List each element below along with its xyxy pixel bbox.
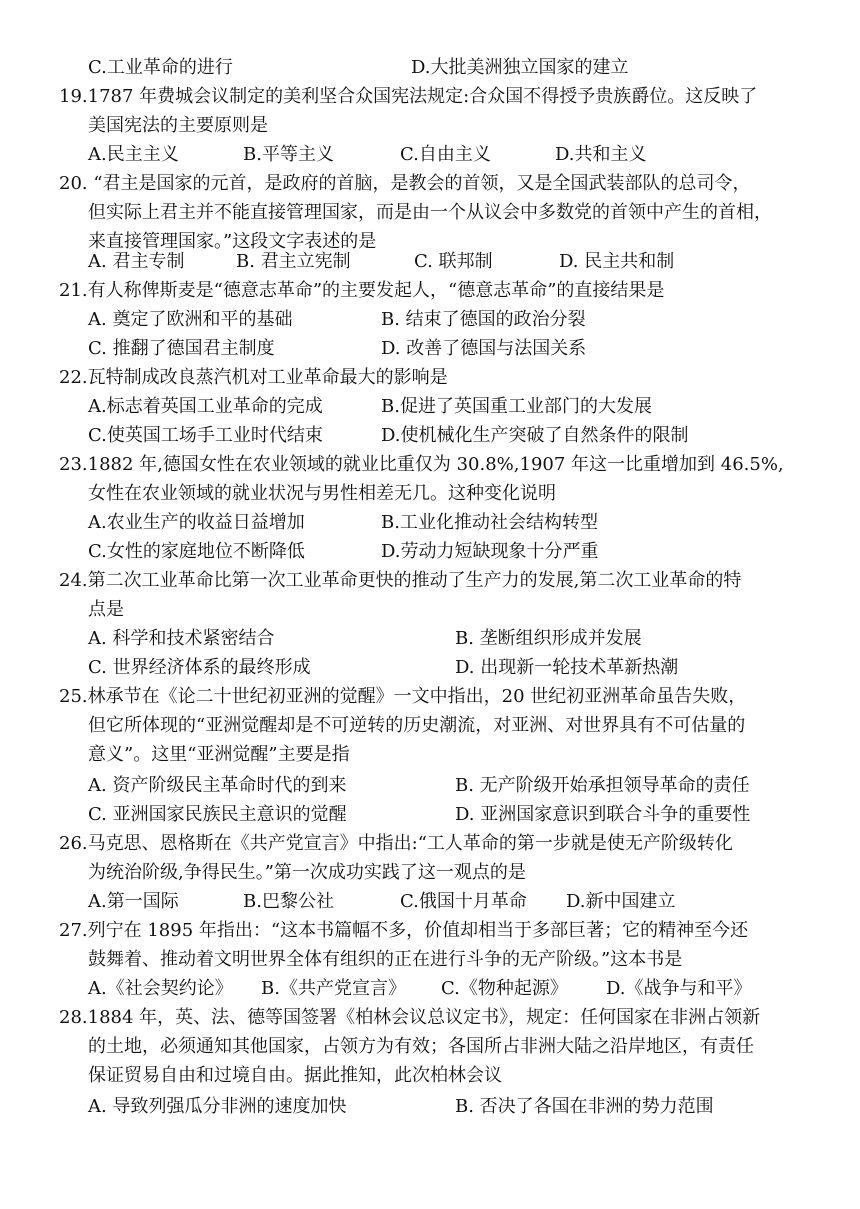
option-a[interactable]: A.第一国际 [88, 891, 179, 912]
option-c[interactable]: C.工业革命的进行 [88, 57, 233, 78]
option-c[interactable]: C. 推翻了德国君主制度 [88, 338, 275, 359]
question-stem: 25.林承节在《论二十世纪初亚洲的觉醒》一文中指出，20 世纪初亚洲革命虽告失败， [59, 686, 747, 707]
option-c[interactable]: C.俄国十月革命 [400, 891, 527, 912]
option-a[interactable]: A.农业生产的收益日益增加 [88, 512, 305, 533]
question-stem: 保证贸易自由和过境自由。据此推知，此次柏林会议 [88, 1065, 502, 1086]
question-stem: 女性在农业领域的就业状况与男性相差无几。这种变化说明 [88, 483, 556, 504]
question-stem: 20. “君主是国家的元首，是政府的首脑，是教会的首领，又是全国武装部队的总司令， [59, 173, 751, 194]
option-b[interactable]: B. 否决了各国在非洲的势力范围 [455, 1096, 714, 1117]
question-stem: 26.马克思、恩格斯在《共产党宣言》中指出:“工人革命的第一步就是使无产阶级转化 [59, 833, 733, 854]
option-b[interactable]: B. 垄断组织形成并发展 [455, 628, 642, 649]
option-c[interactable]: C. 亚洲国家民族民主意识的觉醒 [88, 804, 347, 825]
question-stem: 19.1787 年费城会议制定的美利坚合众国宪法规定:合众国不得授予贵族爵位。这反映了 [59, 86, 758, 107]
option-a[interactable]: A.民主主义 [88, 144, 179, 165]
question-stem: 来直接管理国家。”这段文字表述的是 [88, 231, 377, 252]
option-a[interactable]: A.标志着英国工业革命的完成 [88, 396, 323, 417]
option-d[interactable]: D.大批美洲独立国家的建立 [411, 57, 629, 78]
question-stem: 28.1884 年，英、法、德等国签署《柏林会议总议定书》，规定：任何国家在非洲占领新 [59, 1007, 761, 1028]
option-b[interactable]: B. 君主立宪制 [236, 251, 351, 272]
option-d[interactable]: D.共和主义 [555, 144, 647, 165]
option-a[interactable]: A. 科学和技术紧密结合 [88, 628, 275, 649]
option-d[interactable]: D. 出现新一轮技术革新热潮 [455, 657, 679, 678]
option-b[interactable]: B.促进了英国重工业部门的大发展 [381, 396, 652, 417]
question-stem: 为统治阶级,争得民生。”第一次成功实践了这一观点的是 [88, 862, 526, 883]
option-a[interactable]: A. 资产阶级民主革命时代的到来 [88, 775, 347, 796]
question-stem: 意义”。这里“亚洲觉醒”主要是指 [88, 744, 350, 765]
question-stem: 27.列宁在 1895 年指出：“这本书篇幅不多，价值却相当于多部巨著；它的精神至今还 [59, 920, 749, 941]
option-b[interactable]: B. 结束了德国的政治分裂 [381, 309, 586, 330]
option-a[interactable]: A. 导致列强瓜分非洲的速度加快 [88, 1096, 347, 1117]
question-stem: 21.有人称俾斯麦是“德意志革命”的主要发起人，“德意志革命”的直接结果是 [59, 280, 665, 301]
option-c[interactable]: C.女性的家庭地位不断降低 [88, 541, 305, 562]
question-stem: 23.1882 年,德国女性在农业领域的就业比重仅为 30.8%,1907 年这一比重增加到 46.5%, [59, 454, 784, 475]
question-stem: 24.第二次工业革命比第一次工业革命更快的推动了生产力的发展,第二次工业革命的特 [59, 570, 742, 591]
option-b[interactable]: B. 无产阶级开始承担领导革命的责任 [455, 775, 750, 796]
option-c[interactable]: C. 世界经济体系的最终形成 [88, 657, 311, 678]
question-stem: 22.瓦特制成改良蒸汽机对工业革命最大的影响是 [59, 367, 448, 388]
option-c[interactable]: C.使英国工场手工业时代结束 [88, 425, 323, 446]
option-a[interactable]: A. 君主专制 [88, 251, 185, 272]
option-d[interactable]: D. 亚洲国家意识到联合斗争的重要性 [455, 804, 751, 825]
question-stem: 的土地，必须通知其他国家，占领方为有效；各国所占非洲大陆之沿岸地区，有责任 [88, 1036, 754, 1057]
option-d[interactable]: D. 改善了德国与法国关系 [381, 338, 587, 359]
option-b[interactable]: B.巴黎公社 [243, 891, 334, 912]
option-d[interactable]: D.劳动力短缺现象十分严重 [381, 541, 599, 562]
question-stem: 但它所体现的“亚洲觉醒却是不可逆转的历史潮流，对亚洲、对世界具有不可估量的 [88, 715, 746, 736]
question-stem: 但实际上君主并不能直接管理国家，而是由一个从议会中多数党的首领中产生的首相， [88, 202, 772, 223]
option-d[interactable]: D.新中国建立 [566, 891, 676, 912]
option-a[interactable]: A.《社会契约论》 [88, 978, 233, 999]
question-stem: 点是 [88, 599, 124, 620]
option-b[interactable]: B.平等主义 [243, 144, 334, 165]
option-c[interactable]: C.《物种起源》 [441, 978, 568, 999]
option-c[interactable]: C. 联邦制 [414, 251, 493, 272]
question-stem: 美国宪法的主要原则是 [88, 115, 268, 136]
option-a[interactable]: A. 奠定了欧洲和平的基础 [88, 309, 293, 330]
option-d[interactable]: D.使机械化生产突破了自然条件的限制 [381, 425, 689, 446]
option-d[interactable]: D.《战争与和平》 [606, 978, 752, 999]
option-c[interactable]: C.自由主义 [400, 144, 491, 165]
option-d[interactable]: D. 民主共和制 [559, 251, 675, 272]
option-b[interactable]: B.工业化推动社会结构转型 [381, 512, 598, 533]
question-stem: 鼓舞着、推动着文明世界全体有组织的正在进行斗争的无产阶级。”这本书是 [88, 949, 683, 970]
option-b[interactable]: B.《共产党宣言》 [261, 978, 406, 999]
